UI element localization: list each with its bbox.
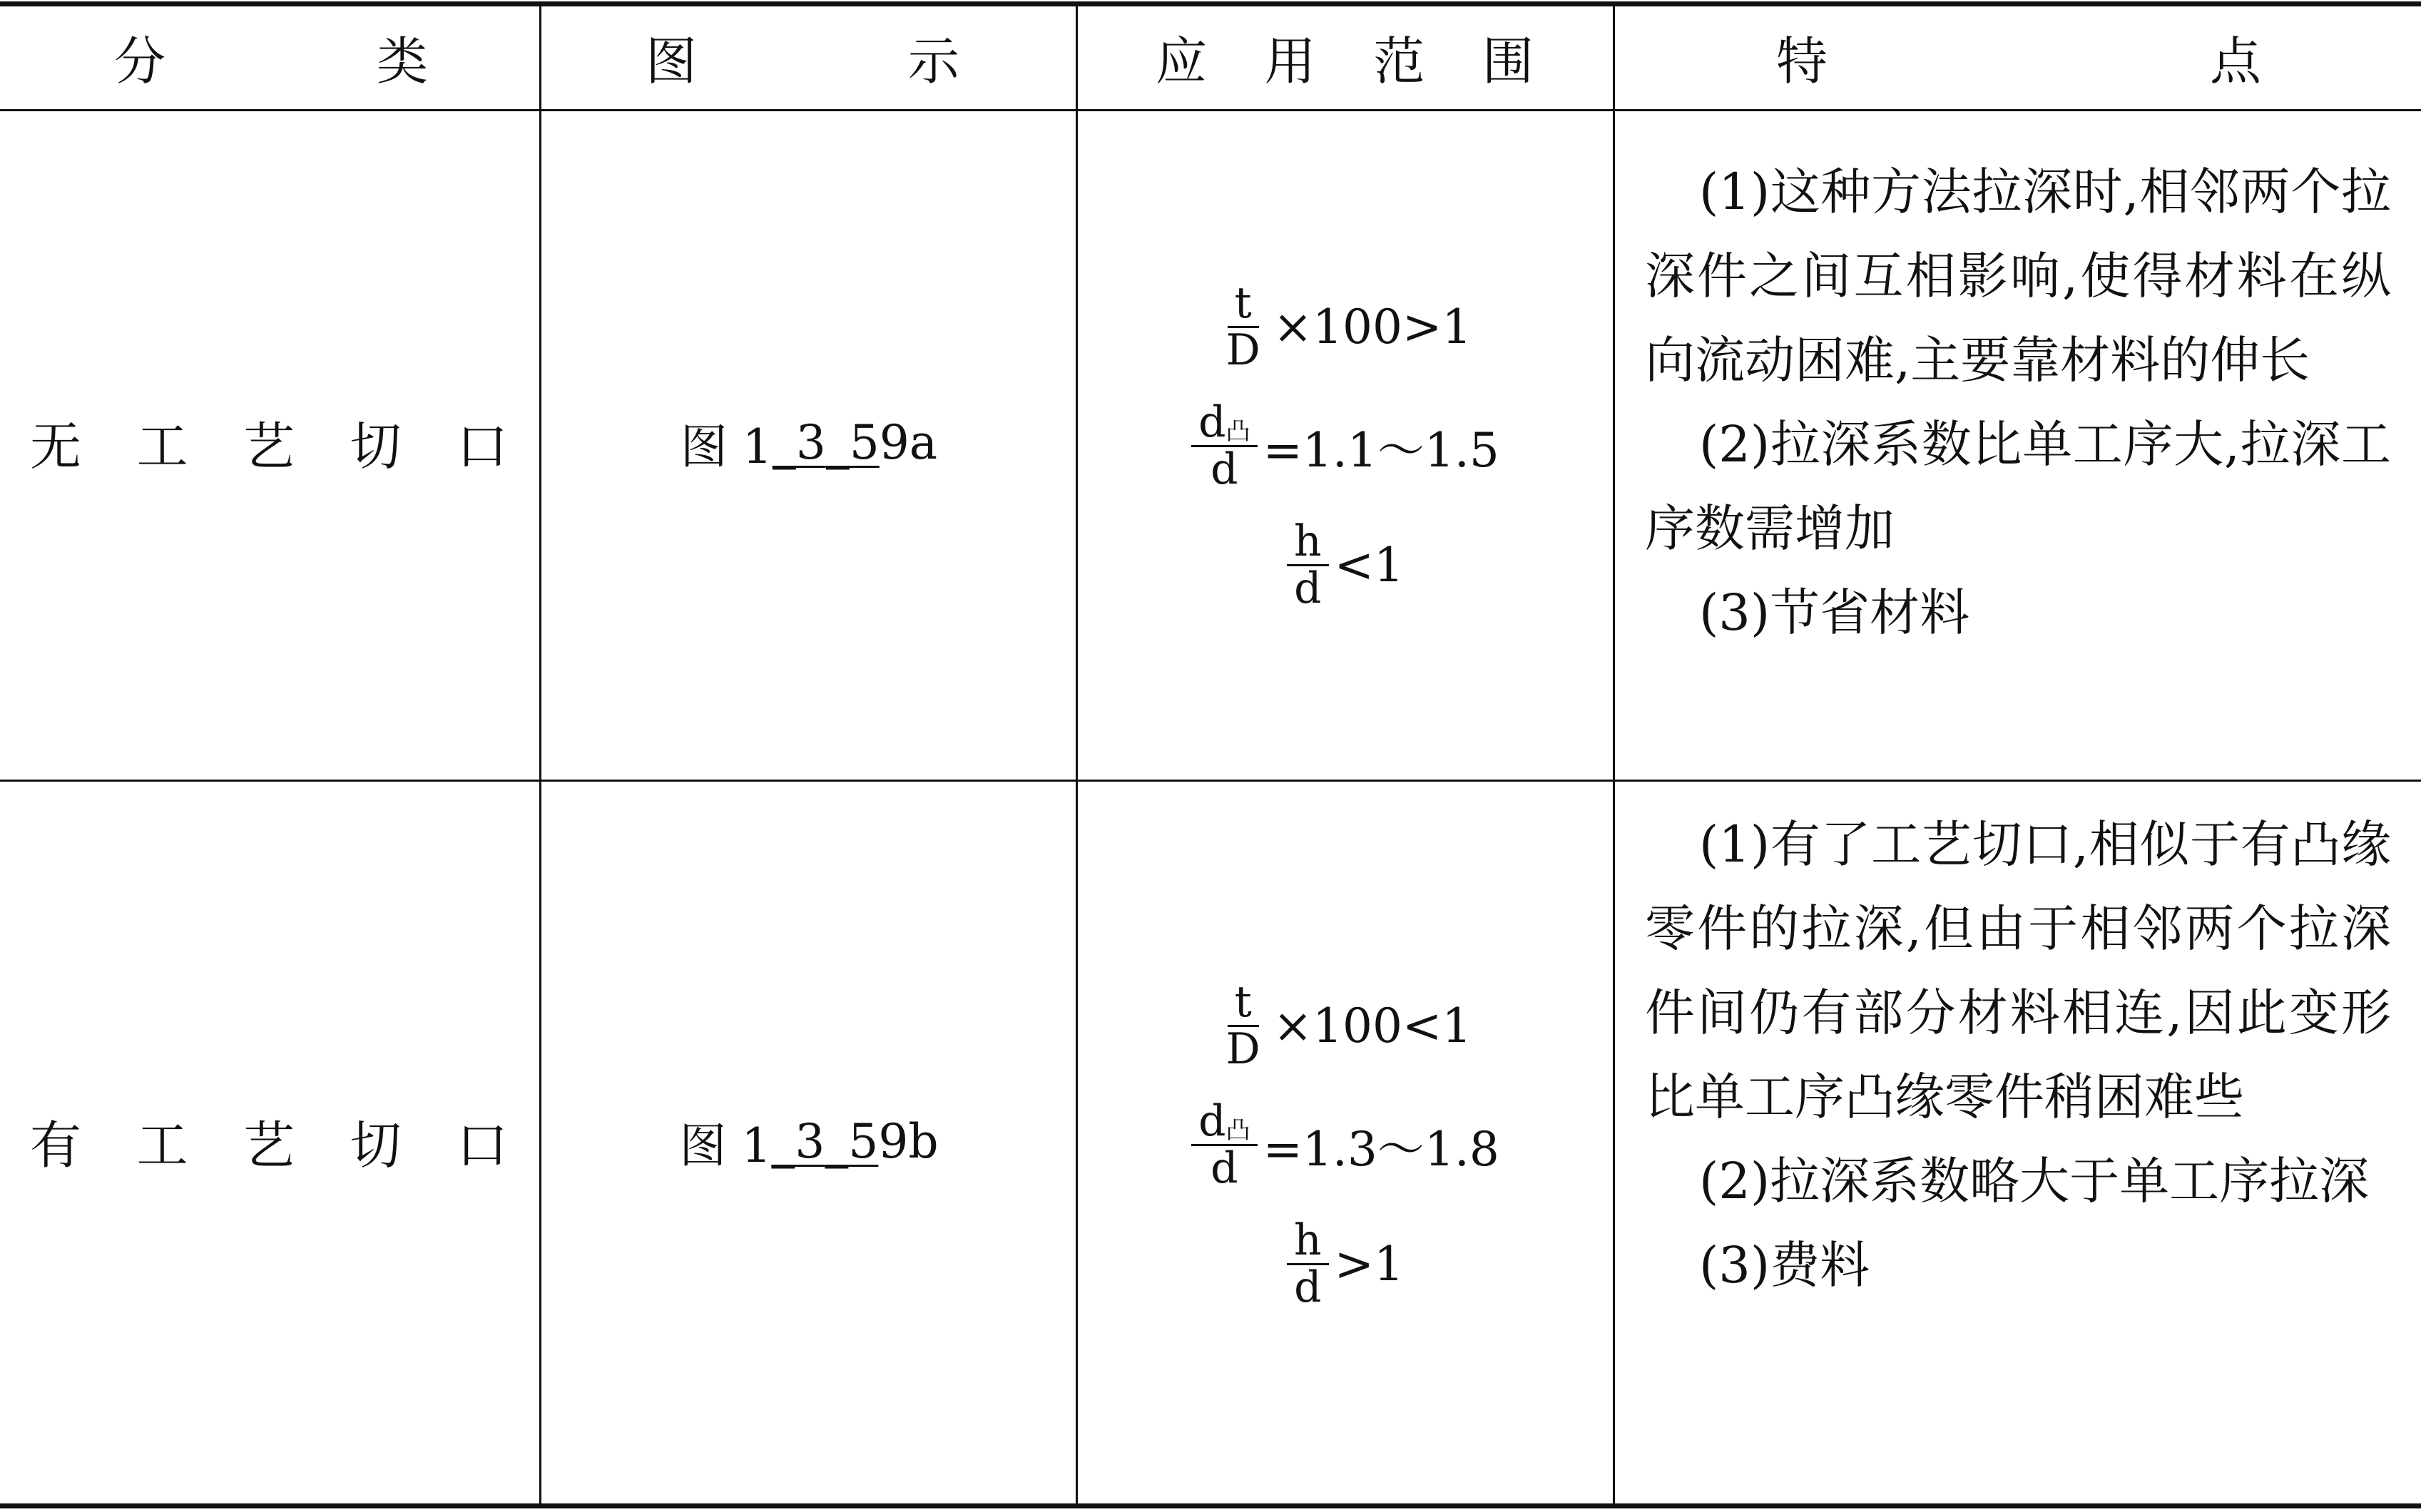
formula-rest: >1 bbox=[1334, 1236, 1404, 1292]
header-char: 分 bbox=[114, 31, 166, 91]
fraction bbox=[1191, 1095, 1257, 1193]
numerator-subscript: 凸 bbox=[1225, 417, 1250, 446]
fraction bbox=[1287, 1215, 1329, 1312]
header-features bbox=[1776, 14, 2261, 100]
category-char: 切 bbox=[350, 417, 402, 476]
column-divider-3 bbox=[1613, 1, 1615, 1508]
header-char: 类 bbox=[376, 31, 428, 91]
row1-figure-ref bbox=[542, 399, 1076, 485]
formula-punch-ratio bbox=[1191, 397, 1499, 494]
row1-features bbox=[1645, 150, 2391, 763]
denominator: d bbox=[1294, 563, 1322, 613]
feature-item: (3)节省材料 bbox=[1699, 583, 1970, 642]
header-char: 特 bbox=[1776, 31, 1828, 91]
figure-part: _3 bbox=[771, 1113, 825, 1169]
header-figure bbox=[646, 14, 959, 100]
formula-rest: =1.3～1.8 bbox=[1263, 1121, 1499, 1177]
denominator: D bbox=[1225, 1023, 1260, 1074]
figure-prefix: 图 1 bbox=[680, 419, 773, 474]
row2-figure-ref bbox=[542, 1098, 1076, 1184]
category-char: 切 bbox=[350, 1115, 402, 1175]
header-char: 示 bbox=[907, 31, 959, 91]
header-char: 图 bbox=[646, 31, 698, 91]
column-divider-1 bbox=[539, 1, 541, 1508]
feature-item: (1)有了工艺切口,相似于有凸缘零件的拉深,但由于相邻两个拉深件间仍有部分材料相连,因此变形比单工序凸缘零件稍困难些 bbox=[1645, 815, 2391, 1126]
formula-thickness-ratio bbox=[1219, 976, 1472, 1074]
header-char: 用 bbox=[1264, 31, 1316, 91]
header-char: 点 bbox=[2209, 31, 2261, 91]
category-char: 工 bbox=[136, 1115, 188, 1175]
figure-prefix: 图 1 bbox=[679, 1118, 772, 1173]
figure-suffix: 9a bbox=[879, 414, 938, 470]
category-char: 有 bbox=[30, 1115, 82, 1175]
feature-item: (1)这种方法拉深时,相邻两个拉深件之间互相影响,使得材料在纵向流动困难,主要靠材料的伸长 bbox=[1645, 163, 2391, 389]
formula-height-ratio bbox=[1287, 1215, 1404, 1312]
formula-rest: ×100>1 bbox=[1273, 299, 1472, 354]
table-bottom-rule bbox=[0, 1503, 2421, 1508]
header-char: 应 bbox=[1156, 31, 1208, 91]
numerator bbox=[1191, 1095, 1257, 1146]
category-char: 口 bbox=[456, 417, 508, 476]
header-char: 围 bbox=[1482, 31, 1534, 91]
figure-part: _5 bbox=[825, 414, 880, 470]
formula-height-ratio bbox=[1287, 516, 1404, 613]
fraction bbox=[1219, 976, 1268, 1074]
numerator: h bbox=[1287, 1218, 1329, 1265]
header-application-range bbox=[1156, 14, 1534, 100]
numerator bbox=[1191, 397, 1257, 447]
numerator-base: d bbox=[1198, 397, 1226, 447]
figure-suffix: 9b bbox=[878, 1113, 939, 1169]
denominator: D bbox=[1225, 325, 1260, 375]
fraction bbox=[1287, 516, 1329, 613]
row2-application-range bbox=[1078, 934, 1613, 1355]
denominator: d bbox=[1294, 1262, 1322, 1312]
row2-features bbox=[1645, 802, 2391, 1494]
denominator: d bbox=[1210, 1143, 1238, 1193]
category-char: 艺 bbox=[243, 417, 295, 476]
category-char: 无 bbox=[30, 417, 82, 476]
denominator: d bbox=[1210, 444, 1238, 494]
fraction bbox=[1219, 277, 1268, 375]
formula-rest: =1.1～1.5 bbox=[1263, 422, 1499, 478]
category-char: 工 bbox=[136, 417, 188, 476]
feature-item: (2)拉深系数略大于单工序拉深 bbox=[1699, 1152, 2370, 1210]
category-char: 口 bbox=[456, 1115, 508, 1175]
numerator: h bbox=[1287, 519, 1329, 566]
numerator: t bbox=[1228, 281, 1259, 328]
figure-part: _5 bbox=[825, 1113, 879, 1169]
formula-thickness-ratio bbox=[1219, 277, 1472, 375]
row2-category bbox=[30, 1098, 508, 1184]
row1-application-range bbox=[1078, 235, 1613, 656]
header-char: 范 bbox=[1373, 31, 1425, 91]
numerator-base: d bbox=[1198, 1095, 1226, 1146]
feature-item: (2)拉深系数比单工序大,拉深工序数需增加 bbox=[1645, 415, 2391, 558]
category-char: 艺 bbox=[243, 1115, 295, 1175]
header-bottom-rule bbox=[0, 109, 2421, 111]
row-divider bbox=[0, 780, 2421, 782]
formula-rest: ×100<1 bbox=[1273, 998, 1472, 1053]
header-category bbox=[114, 14, 428, 100]
table-top-rule bbox=[0, 1, 2421, 6]
numerator: t bbox=[1228, 980, 1259, 1027]
formula-rest: <1 bbox=[1334, 537, 1404, 593]
formula-punch-ratio bbox=[1191, 1095, 1499, 1193]
numerator-subscript: 凸 bbox=[1225, 1115, 1250, 1145]
feature-item: (3)费料 bbox=[1699, 1236, 1870, 1294]
row1-category bbox=[30, 399, 508, 485]
figure-part: _3 bbox=[772, 414, 826, 470]
fraction bbox=[1191, 397, 1257, 494]
